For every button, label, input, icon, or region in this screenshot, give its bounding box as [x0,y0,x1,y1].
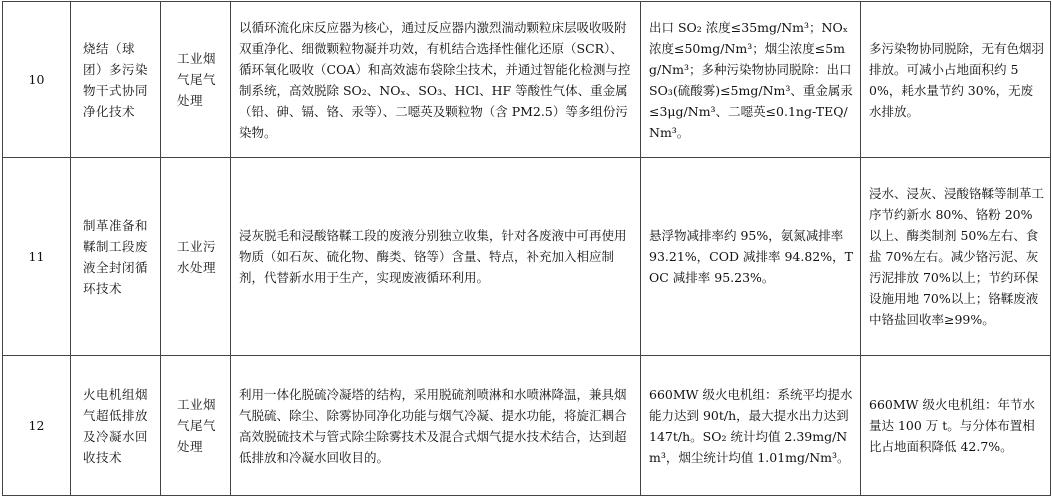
technology-name: 制革准备和鞣制工段废液全封闭循环技术 [71,158,161,356]
category: 工业烟气尾气处理 [161,356,231,496]
table-row [3,356,1051,496]
performance-indicators: 悬浮物减排率约 95%，氨氮减排率 93.21%，COD 减排率 94.82%，TOC 减排率 95.23%。 [641,158,861,356]
benefits: 660MW 级火电机组：年节水量达 100 万 t。与分体布置相比占地面积降低 42.7%。 [861,356,1051,496]
performance-indicators: 660MW 级火电机组：系统平均提水能力达到 90t/h，最大提水出力达到 147t/h。SO₂ 统计均值 2.39mg/Nm³，烟尘统计均值 1.01mg/Nm³。 [641,356,861,496]
row-number: 10 [3,2,71,158]
technology-name: 火电机组烟气超低排放及冷凝水回收技术 [71,356,161,496]
table-row [3,158,1051,356]
category: 工业烟气尾气处理 [161,2,231,158]
technology-description: 以循环流化床反应器为核心，通过反应器内激烈湍动颗粒床层吸收吸附双重净化、细微颗粒物凝并功效，有机结合选择性催化还原（SCR）、循环氧化吸收（COA）和高效滤布袋除尘技术，并通过智能化检测与控制系统，高效脱除 SO₂、NOₓ、SO₃、HCl、HF 等酸性气体、重金属（铅、砷、镉、铬、汞等）、二噁英及颗粒物（含 PM2.5）等多组份污染物。 [231,2,641,158]
technology-table [2,1,1051,496]
table-row [3,2,1051,158]
performance-indicators: 出口 SO₂ 浓度≤35mg/Nm³；NOₓ 浓度≤50mg/Nm³；烟尘浓度≤5mg/Nm³；多种污染物协同脱除：出口 SO₃(硫酸雾)≤5mg/Nm³、重金属汞≤3μg/Nm³、二噁英≤0.1ng-TEQ/Nm³。 [641,2,861,158]
benefits: 浸水、浸灰、浸酸铬鞣等制革工序节约新水 80%、铬粉 20%以上、酶类制剂 50%左右、食盐 70%左右。减少铬污泥、灰汚泥排放 70%以上；节约环保设施用地 70%以上；铬鞣废液中铬盐回收率≥99%。 [861,158,1051,356]
technology-description: 浸灰脱毛和浸酸铬鞣工段的废液分别独立收集，针对各废液中可再使用物质（如石灰、硫化物、酶类、铬等）含量、特点，补充加入相应制剂，代替新水用于生产，实现废液循环利用。 [231,158,641,356]
benefits: 多污染物协同脱除，无有色烟羽排放。可减小占地面积约 50%，耗水量节约 30%，无废水排放。 [861,2,1051,158]
row-number: 12 [3,356,71,496]
row-number: 11 [3,158,71,356]
technology-name: 烧结（球团）多污染物干式协同净化技术 [71,2,161,158]
category: 工业污水处理 [161,158,231,356]
technology-description: 利用一体化脱硫冷凝塔的结构，采用脱硫剂喷淋和水喷淋降温，兼具烟气脱硫、除尘、除雾协同净化功能与烟气冷凝、提水功能，将旋汇耦合高效脱硫技术与管式除尘除雾技术及混合式烟气提水技术结合，达到超低排放和冷凝水回收目的。 [231,356,641,496]
